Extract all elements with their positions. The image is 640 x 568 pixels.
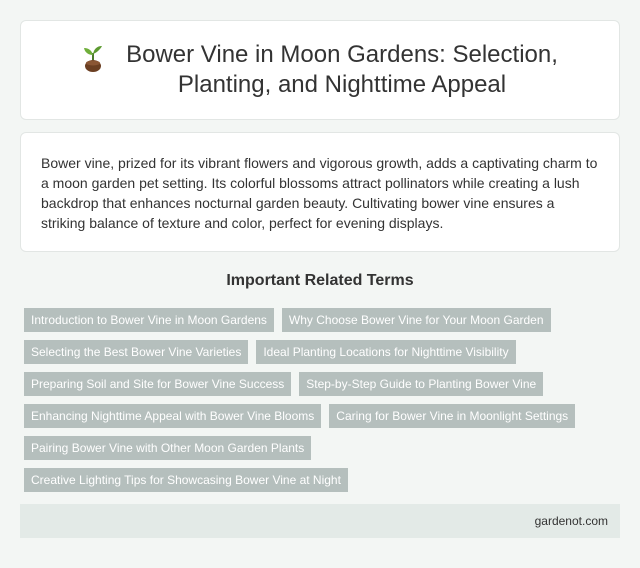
related-term-tag[interactable]: Creative Lighting Tips for Showcasing Bower Vine at Night <box>24 468 348 492</box>
sprout-icon <box>78 44 108 74</box>
related-term-tag[interactable]: Pairing Bower Vine with Other Moon Garden Plants <box>24 436 311 460</box>
title-card <box>20 20 620 120</box>
related-term-tag[interactable]: Why Choose Bower Vine for Your Moon Garden <box>282 308 551 332</box>
footer-site-name[interactable]: gardenot.com <box>534 514 608 528</box>
related-terms-list <box>20 304 620 496</box>
title-wrap <box>78 40 562 100</box>
related-terms-heading: Important Related Terms <box>226 272 414 289</box>
related-term-tag[interactable]: Step-by-Step Guide to Planting Bower Vine <box>299 372 543 396</box>
related-term-tag[interactable]: Selecting the Best Bower Vine Varieties <box>24 340 248 364</box>
page-title: Bower Vine in Moon Gardens: Selection, Planting, and Nighttime Appeal <box>126 41 558 98</box>
related-term-tag[interactable]: Introduction to Bower Vine in Moon Gardens <box>24 308 274 332</box>
related-term-tag[interactable]: Ideal Planting Locations for Nighttime Visibility <box>256 340 515 364</box>
intro-card <box>20 132 620 252</box>
intro-paragraph: Bower vine, prized for its vibrant flowers and vigorous growth, adds a captivating charm to a moon garden pet setting. Its colorful blossoms attract pollinators while creating a lush backdrop that enhances nocturnal garden beauty. Cultivating bower vine ensures a striking balance of texture and color, perfect for evening displays. <box>41 155 598 231</box>
related-term-tag[interactable]: Caring for Bower Vine in Moonlight Settings <box>329 404 575 428</box>
related-term-tag[interactable]: Enhancing Nighttime Appeal with Bower Vine Blooms <box>24 404 321 428</box>
related-term-tag[interactable]: Preparing Soil and Site for Bower Vine Success <box>24 372 291 396</box>
footer <box>20 504 620 538</box>
